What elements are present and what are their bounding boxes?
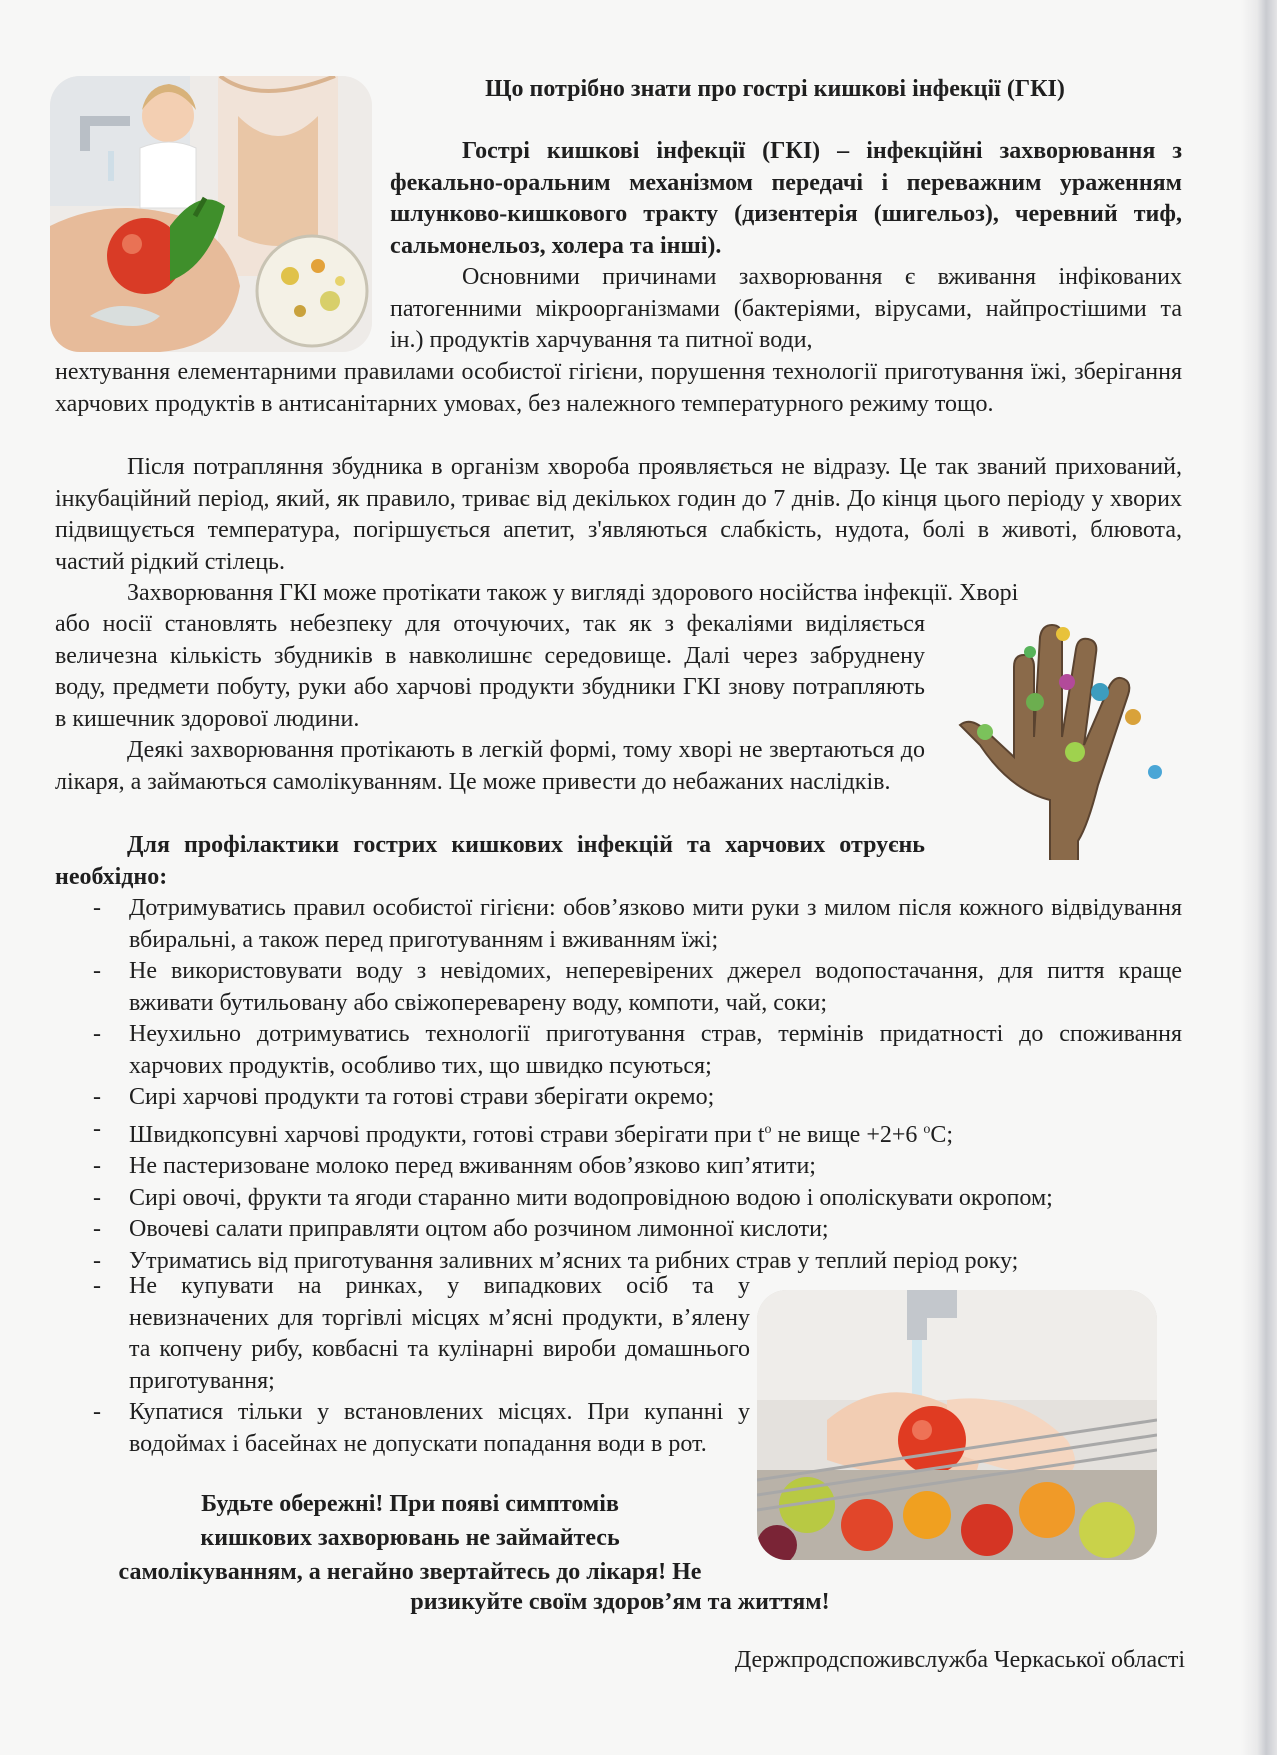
incubation-paragraph: Після потрапляння збудника в організм хвороба проявляється не відразу. Це так званий прихований, інкубаційний період, який, як правило, триває від декількох годин до 7 днів. До кінця цього періоду у хворих підвищується температура, погіршується апетит, з'являються слабкість, нудота, болі в животі, блювота, частий рідкий стілець. (55, 454, 1182, 575)
list-dash: - (93, 958, 101, 984)
list-item (55, 1183, 1182, 1215)
causes-paragraph-continued: нехтування елементарними правилами особистої гігієни, порушення технології приготування їжі, зберігання харчових продуктів в антисанітарних умовах, без належного температурного режиму тощо. (55, 359, 1182, 417)
rule-text: Сирі харчові продукти та готові страви зберігати окремо; (129, 1084, 715, 1110)
rule-text: Купатися тільки у встановлених місцях. При купанні у водоймах і басейнах не допускати попадання води в рот. (129, 1399, 750, 1457)
warning-message-last-line: ризикуйте своїм здоров’ям та життям! (410, 1589, 830, 1615)
warning-line: кишкових захворювань не займайтесь (200, 1525, 620, 1551)
list-dash: - (93, 1084, 101, 1110)
dirty-hand-image (955, 622, 1180, 860)
carrier-paragraph-first-line: Захворювання ГКІ може протікати також у вигляді здорового носійства інфекції. Хворі (127, 580, 1019, 606)
list-dash: - (93, 1021, 101, 1047)
rule-text: Не пастеризоване молоко перед вживанням обов’язково кип’ятити; (129, 1153, 816, 1179)
list-item (55, 1397, 750, 1460)
document-title: Що потрібно знати про гострі кишкові інфекції (ГКІ) (485, 76, 1065, 102)
list-dash: - (93, 1247, 101, 1274)
degree-superscript: о (923, 1121, 931, 1137)
list-item (55, 893, 1182, 956)
carrier-paragraph-continued: або носії становлять небезпеку для оточуючих, так як з фекаліями виділяється величезна кількість збудників в навколишнє середовище. Далі через забруднену воду, предмети побуту, руки або харчові продукти збудники ГКІ знову потрапляють в кишечник здорової людини. (55, 611, 925, 732)
dirty-hand-svg (955, 622, 1180, 860)
rule-text: Не купувати на ринках, у випадкових осіб та у невизначених для торгівлі місцях м’ясні продукти, в’ялену та копчену рибу, ковбасні та кулінарні вироби домашнього приготування; (129, 1273, 750, 1394)
rule-text-part: Швидкопсувні харчові продукти, готові страви зберігати при t (129, 1121, 765, 1148)
list-dash: - (93, 1184, 101, 1211)
list-item (55, 1019, 1182, 1082)
rule-text: Утриматись від приготування заливних м’ясних та рибних страв у теплий період року; (129, 1247, 1019, 1274)
scan-edge-shadow (1241, 0, 1277, 1755)
rule-text: Овочеві салати приправляти оцтом або розчином лимонної кислоти; (129, 1216, 829, 1242)
intro-paragraph: Гострі кишкові інфекції (ГКІ) – інфекційні захворювання з фекально-оральним механізмом передачі і переважним ураженням шлунково-кишкового тракту (дизентерія (шигельоз), черевний тиф, сальмонельоз, холера та інші). (390, 138, 1182, 259)
prevention-rules-list-continued (55, 1271, 750, 1460)
degree-superscript: о (764, 1121, 772, 1137)
rule-text-temperature (129, 1122, 953, 1148)
list-dash: - (93, 1115, 101, 1142)
warning-line: самолікуванням, а негайно звертайтесь до лікаря! Не (118, 1559, 702, 1585)
list-item (55, 1151, 1182, 1183)
warning-line: Будьте обережні! При появі симптомів (201, 1491, 619, 1517)
rule-text: Сирі овочі, фрукти та ягоди старанно мити водопровідною водою і ополіскувати окропом; (129, 1184, 1053, 1211)
list-item (55, 1114, 1182, 1152)
rule-text: Неухильно дотримуватись технології приготування страв, термінів придатності до споживання харчових продуктів, особливо тих, що швидко псуються; (129, 1021, 1182, 1079)
list-item (55, 1082, 1182, 1114)
list-dash: - (93, 1273, 101, 1299)
hygiene-collage-svg (50, 76, 372, 352)
list-item (55, 956, 1182, 1019)
list-dash: - (93, 1153, 101, 1179)
rule-text: Дотримуватись правил особистої гігієни: обов’язково мити руки з милом після кожного відвідування вбиральні, а також перед приготуванням і вживанням їжі; (129, 895, 1182, 953)
causes-paragraph: Основними причинами захворювання є вживання інфікованих патогенними мікроорганізмами (бактеріями, вірусами, найпростішими та ін.) продуктів харчування та питної води, (390, 264, 1182, 353)
washing-fruit-image (757, 1290, 1157, 1560)
list-item (55, 1214, 1182, 1246)
list-dash: - (93, 1399, 101, 1425)
list-dash: - (93, 1216, 101, 1242)
hygiene-collage-image (50, 76, 372, 352)
list-dash: - (93, 895, 101, 921)
prevention-heading: Для профілактики гострих кишкових інфекцій та харчових отруєнь необхідно: (55, 832, 925, 890)
washing-fruit-svg (757, 1290, 1157, 1560)
warning-message (40, 1487, 780, 1589)
issuer-signature: Держпродспоживслужба Черкаської області (734, 1647, 1185, 1673)
rule-text-part: С; (930, 1121, 954, 1148)
rule-text: Не використовувати воду з невідомих, неперевірених джерел водопостачання, для пиття краще вживати бутильовану або свіжопереварену воду, компоти, чай, соки; (129, 958, 1182, 1016)
prevention-rules-list (55, 893, 1182, 1277)
self-treatment-paragraph: Деякі захворювання протікають в легкій формі, тому хворі не звертаються до лікаря, а займаються самолікуванням. Це може привести до небажаних наслідків. (55, 737, 925, 795)
rule-text-part: не вище +2+6 (771, 1121, 924, 1148)
list-item (55, 1271, 750, 1397)
